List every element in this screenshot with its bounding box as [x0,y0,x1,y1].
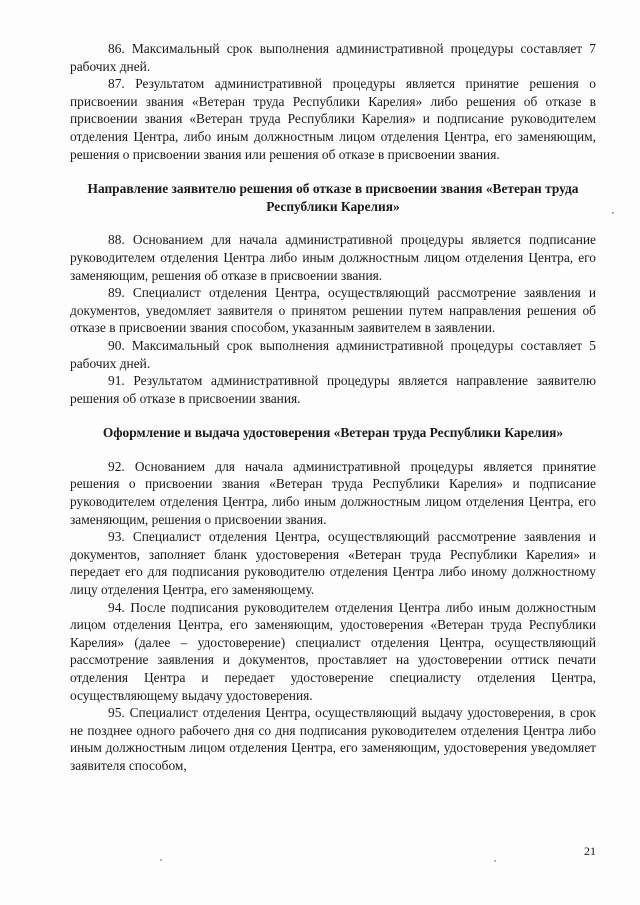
page-number: 21 [584,844,596,858]
paragraph-86: 86. Максимальный срок выполнения административной процедуры составляет 7 рабочих дней. [70,41,596,74]
paragraph-89: 89. Специалист отделения Центра, осуществляющий рассмотрение заявления и документов, уведомляет заявителя о принятом решении путем направления решения об отказе в присвоении звания способом, указанным заявителем в заявлении. [70,285,596,336]
scan-speck [494,860,496,862]
paragraph-94: 94. После подписания руководителем отделения Центра либо иным должностным лицом отделения Центра, его заменяющим, удостоверения «Ветеран труда Республики Карелия» (далее – удостоверение) специалист отделения Центра, осуществляющий рассмотрение заявления и документов, проставляет на удостоверении оттиск печати отделения Центра и передает удостоверение специалисту отделения Центра, осуществляющему выдачу удостоверения. [70,599,596,703]
scan-speck [160,859,162,861]
section-heading-certificate: Оформление и выдача удостоверения «Ветеран труда Республики Карелия» [102,425,564,441]
page-body [70,40,596,775]
paragraph-91: 91. Результатом административной процедуры является направление заявителю решения об отказе в присвоении звания. [70,373,596,406]
paragraph-87: 87. Результатом административной процедуры является принятие решения о присвоении звания «Ветеран труда Республики Карелия» либо решения об отказе в присвоении звания «Ветеран труда Республики Карелия» и подписание руководителем отделения Центра, либо иным должностным лицом отделения Центра, его заменяющим, решения о присвоении звания или решения об отказе в присвоении звания. [70,76,596,162]
paragraph-92: 92. Основанием для начала административной процедуры является принятие решения о присвоении звания «Ветеран труда Республики Карелия» и подписание руководителем отделения Центра, либо иным должностным лицом отделения Центра, его заменяющим, решения о присвоении звания. [70,458,596,527]
paragraph-95: 95. Специалист отделения Центра, осуществляющий выдачу удостоверения, в срок не позднее одного рабочего дня со дня подписания руководителем отделения Центра либо иным должностным лицом отделения Центра, его заменяющим, удостоверения уведомляет заявителя способом, [70,705,596,773]
section-heading-refusal: Направление заявителю решения об отказе в присвоении звания «Ветеран труда Республики Карелия» [87,181,579,214]
paragraph-88: 88. Основанием для начала административной процедуры является подписание руководителем отделения Центра либо иным должностным лицом отделения Центра, его заменяющим, решения об отказе в присвоении звания. [70,232,596,283]
paragraph-93: 93. Специалист отделения Центра, осуществляющий рассмотрение заявления и документов, заполняет бланк удостоверения «Ветеран труда Республики Карелия» и передает его для подписания руководителю отделения Центра либо иному должностному лицу отделения Центра, его заменяющему. [70,529,596,598]
paragraph-90: 90. Максимальный срок выполнения административной процедуры составляет 5 рабочих дней. [70,337,596,371]
scan-speck [612,212,614,214]
